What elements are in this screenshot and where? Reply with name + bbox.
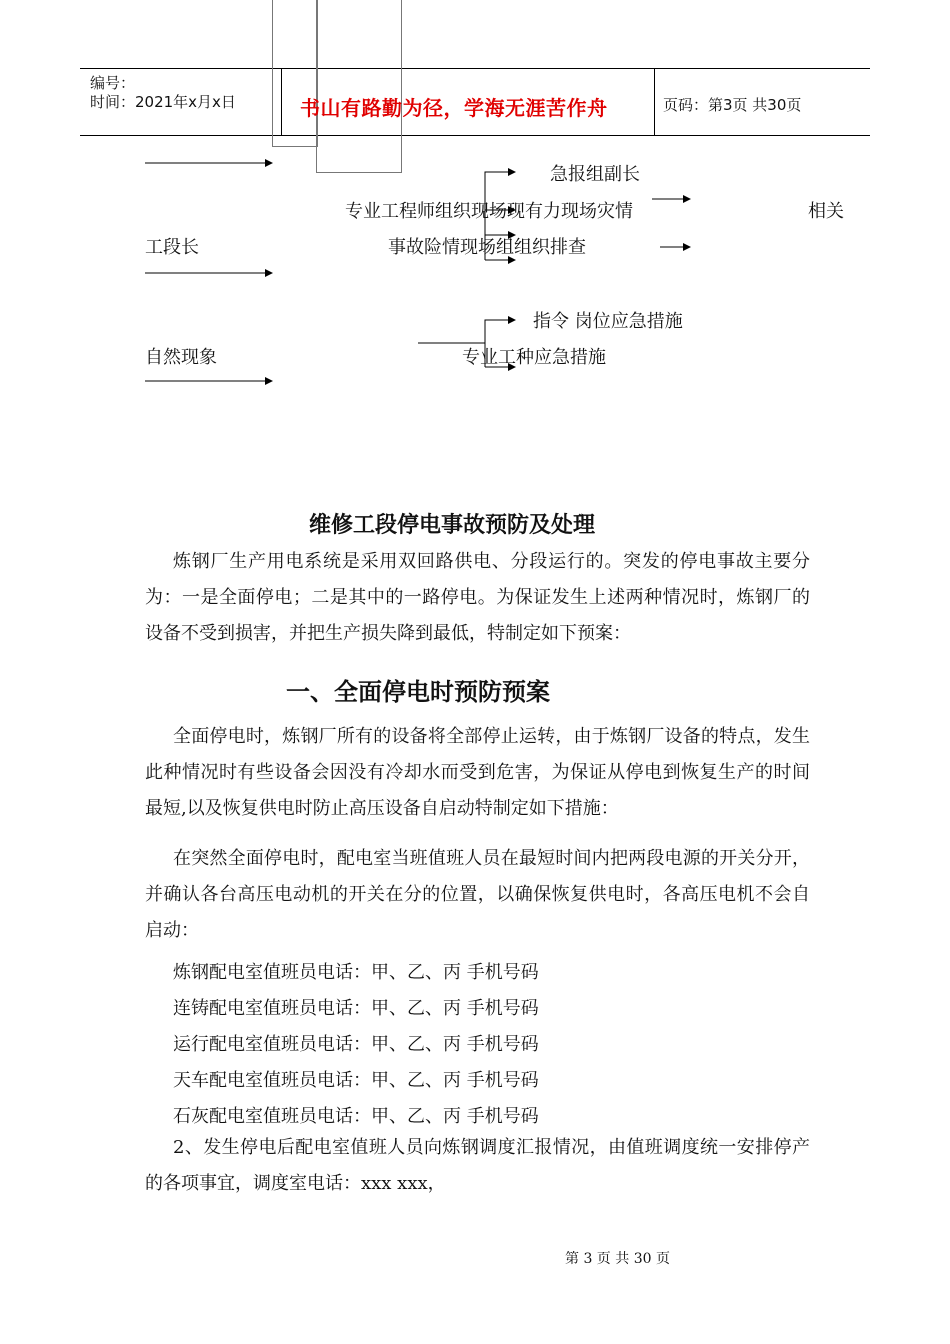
flow-label-deputy: 急报组副长 xyxy=(550,164,640,185)
flow-label-engineer: 专业工程师组织现场现有力现场灾情 xyxy=(345,201,633,222)
flow-label-natural: 自然现象 xyxy=(145,347,217,368)
flow-label-accident: 事故险情现场组组织排查 xyxy=(388,237,586,258)
section-heading-1: 一、全面停电时预防预案 xyxy=(286,678,550,706)
header-motto: 书山有路勤为径，学海无涯苦作舟 xyxy=(300,96,608,120)
header-number: 编号： xyxy=(90,74,136,92)
document-title: 维修工段停电事故预防及处理 xyxy=(309,513,596,538)
flow-label-directive: 指令 岗位应急措施 xyxy=(533,311,683,332)
intro-paragraph: 炼钢厂生产用电系统是采用双回路供电、分段运行的。突发的停电事故主要分为：一是全面停电；二是其中的一路停电。为保证发生上述两种情况时，炼钢厂的设备不受到损害，并把生产损失降到最低，特制定如下预案： xyxy=(145,551,810,644)
header-date: 时间：2021年x月x日 xyxy=(90,93,236,111)
paragraph-switch-off: 在突然全面停电时，配电室当班值班人员在最短时间内把两段电源的开关分开，并确认各台高压电动机的开关在分的位置，以确保恢复供电时，各高压电机不会自启动： xyxy=(145,848,810,941)
phone-line: 天车配电室值班员电话：甲、乙、丙 手机号码 xyxy=(173,1070,539,1091)
phone-line: 石灰配电室值班员电话：甲、乙、丙 手机号码 xyxy=(173,1106,539,1127)
page-footer: 第 3 页 共 30 页 xyxy=(565,1251,670,1267)
paragraph-full-outage: 全面停电时，炼钢厂所有的设备将全部停止运转，由于炼钢厂设备的特点，发生此种情况时有些设备会因没有冷却水而受到危害，为保证从停电到恢复生产的时间最短,以及恢复供电时防止高压设备自启动特制定如下措施： xyxy=(145,726,810,819)
header-page: 页码：第3页 共30页 xyxy=(663,96,802,114)
phone-line: 连铸配电室值班员电话：甲、乙、丙 手机号码 xyxy=(173,998,539,1019)
flow-label-section-chief: 工段长 xyxy=(145,237,199,258)
phone-line: 炼钢配电室值班员电话：甲、乙、丙 手机号码 xyxy=(173,962,539,983)
flow-label-related: 相关 xyxy=(808,201,844,222)
flow-label-special-trade: 专业工种应急措施 xyxy=(462,347,606,368)
paragraph-report: 2、发生停电后配电室值班人员向炼钢调度汇报情况，由值班调度统一安排停产的各项事宜，调度室电话：xxx xxx， xyxy=(145,1137,810,1194)
phone-line: 运行配电室值班员电话：甲、乙、丙 手机号码 xyxy=(173,1034,539,1055)
